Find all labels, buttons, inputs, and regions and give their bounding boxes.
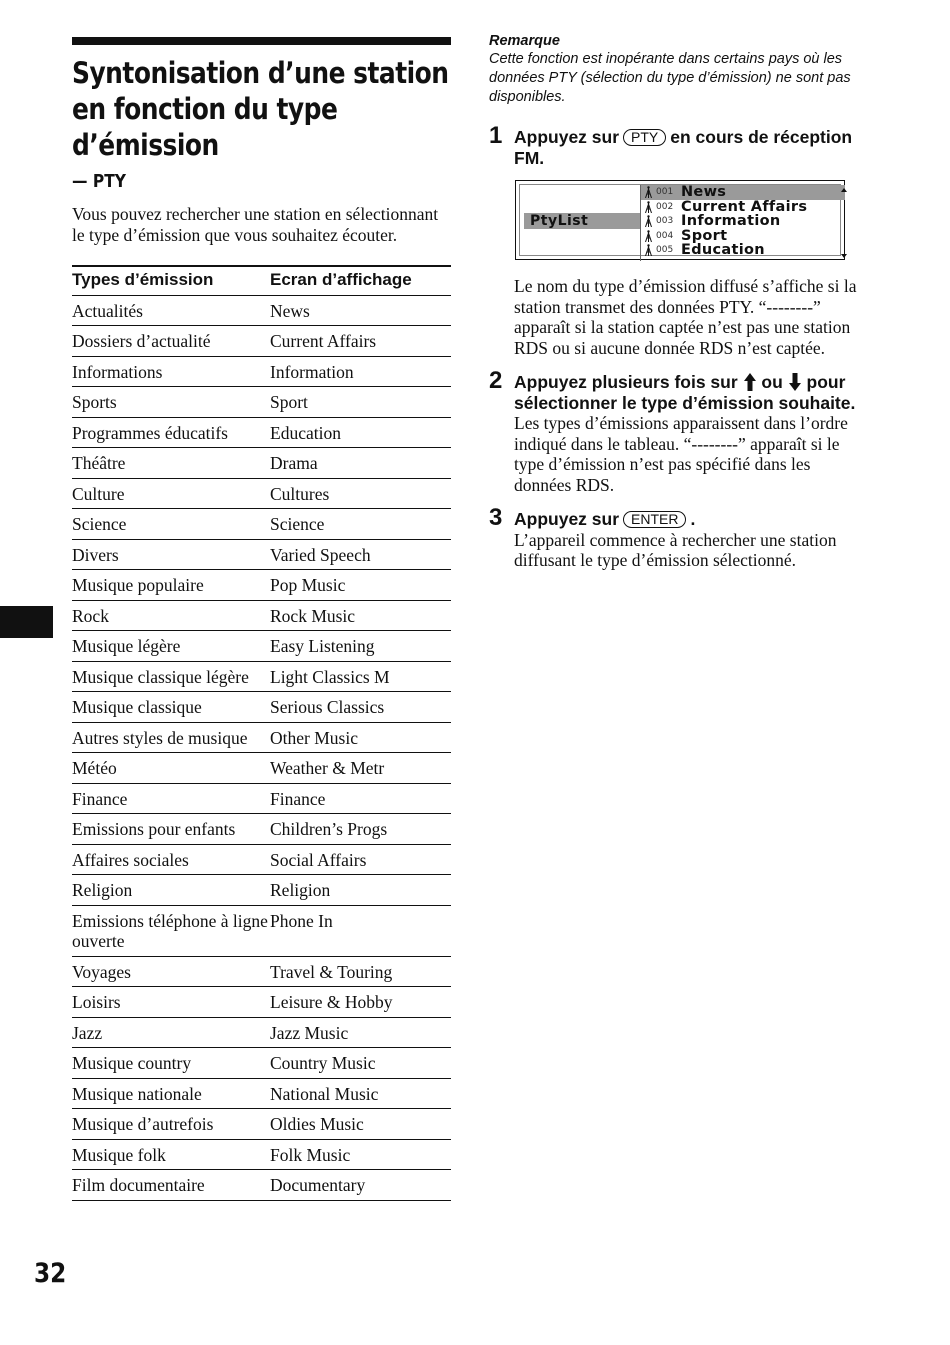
scroll-down-icon <box>841 254 847 258</box>
table-row <box>72 448 451 479</box>
display-name-cell: Light Classics M <box>270 661 451 692</box>
pty-display-screen <box>515 180 845 260</box>
scroll-up-icon <box>841 188 847 192</box>
step-heading <box>514 127 869 168</box>
table-row <box>72 356 451 387</box>
table-row <box>72 295 451 326</box>
display-name-cell: Social Affairs <box>270 844 451 875</box>
tower-icon <box>643 201 654 213</box>
display-name-cell: Serious Classics <box>270 692 451 723</box>
display-name-cell: Pop Music <box>270 570 451 601</box>
table-row <box>72 661 451 692</box>
step-heading <box>514 372 869 413</box>
table-row <box>72 1170 451 1201</box>
display-item-name: Current Affairs <box>681 198 808 215</box>
header-display: Ecran d’affichage <box>270 266 451 295</box>
program-type-cell: Météo <box>72 753 270 784</box>
display-list <box>640 185 849 261</box>
display-item-number: 004 <box>656 230 674 241</box>
display-name-cell: Cultures <box>270 478 451 509</box>
table-row <box>72 387 451 418</box>
program-type-cell: Finance <box>72 783 270 814</box>
table-row <box>72 956 451 987</box>
table-row <box>72 692 451 723</box>
enter-key: ENTER <box>623 511 686 528</box>
title-rule <box>72 37 451 45</box>
display-item-name: Education <box>681 242 765 259</box>
left-column <box>72 37 451 1201</box>
program-type-cell: Musique folk <box>72 1139 270 1170</box>
tower-icon <box>643 186 654 198</box>
table-row <box>72 814 451 845</box>
display-name-cell: Religion <box>270 875 451 906</box>
table-row <box>72 753 451 784</box>
display-name-cell: Finance <box>270 783 451 814</box>
step-body: Le nom du type d’émission diffusé s’affiche si la station transmet des données PTY. “--------” apparaît si la station captée n’est pas une station RDS ou si aucune donnée RDS n’est captée. <box>514 276 857 358</box>
header-program-type: Types d’émission <box>72 266 270 295</box>
page-title: Syntonisation d’une station en fonction du type d’émission <box>72 56 449 162</box>
table-row <box>72 1078 451 1109</box>
program-type-cell: Emissions téléphone à ligne ouverte <box>72 905 270 956</box>
display-name-cell: Easy Listening <box>270 631 451 662</box>
display-name-cell: Other Music <box>270 722 451 753</box>
table-row <box>72 1017 451 1048</box>
display-name-cell: Sport <box>270 387 451 418</box>
program-type-cell: Science <box>72 509 270 540</box>
table-row <box>72 1109 451 1140</box>
step-heading <box>514 509 869 530</box>
table-row <box>72 722 451 753</box>
table-row <box>72 1139 451 1170</box>
step-body: L’appareil commence à rechercher une station diffusant le type d’émission sélectionné. <box>514 529 837 570</box>
program-type-cell: Voyages <box>72 956 270 987</box>
display-item-number: 003 <box>656 216 674 227</box>
program-type-cell: Théâtre <box>72 448 270 479</box>
display-name-cell: Weather & Metr <box>270 753 451 784</box>
step-number: 3 <box>489 504 503 531</box>
page-subtitle: — PTY <box>72 171 126 192</box>
display-name-cell: Drama <box>270 448 451 479</box>
tower-icon <box>643 215 654 227</box>
table-row <box>72 905 451 956</box>
program-type-cell: Musique classique <box>72 692 270 723</box>
table-row <box>72 1048 451 1079</box>
display-item-number: 002 <box>656 201 674 212</box>
display-name-cell: Current Affairs <box>270 326 451 357</box>
program-type-cell: Sports <box>72 387 270 418</box>
display-name-cell: Jazz Music <box>270 1017 451 1048</box>
program-type-cell: Religion <box>72 875 270 906</box>
tower-icon <box>643 244 654 256</box>
program-type-cell: Programmes éducatifs <box>72 417 270 448</box>
step-heading-middle: ou <box>761 372 783 392</box>
display-name-cell: Leisure & Hobby <box>270 987 451 1018</box>
pty-table-body <box>72 295 451 1200</box>
program-type-cell: Divers <box>72 539 270 570</box>
program-type-cell: Actualités <box>72 295 270 326</box>
program-type-cell: Emissions pour enfants <box>72 814 270 845</box>
table-header-row <box>72 266 451 295</box>
program-type-cell: Musique d’autrefois <box>72 1109 270 1140</box>
arrow-down-icon <box>788 373 802 391</box>
table-row <box>72 417 451 448</box>
display-name-cell: Education <box>270 417 451 448</box>
table-row <box>72 631 451 662</box>
table-row <box>72 783 451 814</box>
table-row <box>72 539 451 570</box>
table-row <box>72 478 451 509</box>
table-row <box>72 509 451 540</box>
program-type-cell: Autres styles de musique <box>72 722 270 753</box>
program-type-cell: Musique nationale <box>72 1078 270 1109</box>
display-name-cell: Science <box>270 509 451 540</box>
program-type-cell: Musique classique légère <box>72 661 270 692</box>
display-name-cell: Rock Music <box>270 600 451 631</box>
display-item-number: 005 <box>656 245 674 256</box>
arrow-up-icon <box>743 373 757 391</box>
table-row <box>72 875 451 906</box>
step-heading-after: pour sélectionner le type d’émission souhaite. <box>514 372 856 413</box>
note-heading: Remarque <box>489 33 560 49</box>
table-row <box>72 844 451 875</box>
display-name-cell: Documentary <box>270 1170 451 1201</box>
display-name-cell: News <box>270 295 451 326</box>
display-list-item <box>641 185 845 200</box>
program-type-cell: Jazz <box>72 1017 270 1048</box>
program-type-cell: Musique légère <box>72 631 270 662</box>
program-type-cell: Culture <box>72 478 270 509</box>
step-heading-before: Appuyez sur <box>514 509 620 529</box>
tower-icon <box>643 230 654 242</box>
step-body: Les types d’émissions apparaissent dans l’ordre indiqué dans le tableau. “--------” apparaît si le type d’émission n’est pas spécifié dans les données RDS. <box>514 413 848 495</box>
display-item-name: Sport <box>681 227 728 244</box>
display-item-name: Information <box>681 213 781 230</box>
step-3 <box>489 504 869 571</box>
display-name-cell: Travel & Touring <box>270 956 451 987</box>
pty-key: PTY <box>623 129 666 146</box>
table-row <box>72 570 451 601</box>
program-type-cell: Dossiers d’actualité <box>72 326 270 357</box>
display-name-cell: National Music <box>270 1078 451 1109</box>
program-type-cell: Loisirs <box>72 987 270 1018</box>
program-type-cell: Affaires sociales <box>72 844 270 875</box>
section-tab-marker <box>0 606 53 638</box>
step-number: 2 <box>489 367 503 394</box>
display-list-item <box>641 243 849 258</box>
program-type-cell: Musique populaire <box>72 570 270 601</box>
display-name-cell: Varied Speech <box>270 539 451 570</box>
display-item-number: 001 <box>656 187 674 197</box>
step-heading-before: Appuyez plusieurs fois sur <box>514 372 738 392</box>
step-number: 1 <box>489 122 503 149</box>
table-row <box>72 326 451 357</box>
program-type-cell: Musique country <box>72 1048 270 1079</box>
display-list-item <box>641 200 849 215</box>
intro-paragraph: Vous pouvez rechercher une station en sélectionnant le type d’émission que vous souhaitez écouter. <box>72 204 439 245</box>
right-column <box>489 32 869 571</box>
pty-table <box>72 265 451 1201</box>
step-2 <box>489 367 869 495</box>
display-item-name: News <box>681 184 727 200</box>
program-type-cell: Rock <box>72 600 270 631</box>
table-row <box>72 987 451 1018</box>
display-name-cell: Oldies Music <box>270 1109 451 1140</box>
step-1 <box>489 122 869 358</box>
note-text: Cette fonction est inopérante dans certains pays où les données PTY (sélection du type d’émission) ne sont pas disponibles. <box>489 51 851 105</box>
display-list-item <box>641 214 849 229</box>
table-row <box>72 600 451 631</box>
display-frame <box>519 184 841 259</box>
display-name-cell: Folk Music <box>270 1139 451 1170</box>
display-label: PtyList <box>524 213 640 229</box>
program-type-cell: Informations <box>72 356 270 387</box>
display-name-cell: Children’s Progs <box>270 814 451 845</box>
display-list-item <box>641 229 849 244</box>
program-type-cell: Film documentaire <box>72 1170 270 1201</box>
display-name-cell: Phone In <box>270 905 451 956</box>
step-heading-after: . <box>690 509 696 529</box>
step-heading-before: Appuyez sur <box>514 127 620 147</box>
page-number: 32 <box>34 1258 67 1289</box>
display-name-cell: Country Music <box>270 1048 451 1079</box>
display-name-cell: Information <box>270 356 451 387</box>
step-heading-after: en cours de réception FM. <box>514 127 853 168</box>
